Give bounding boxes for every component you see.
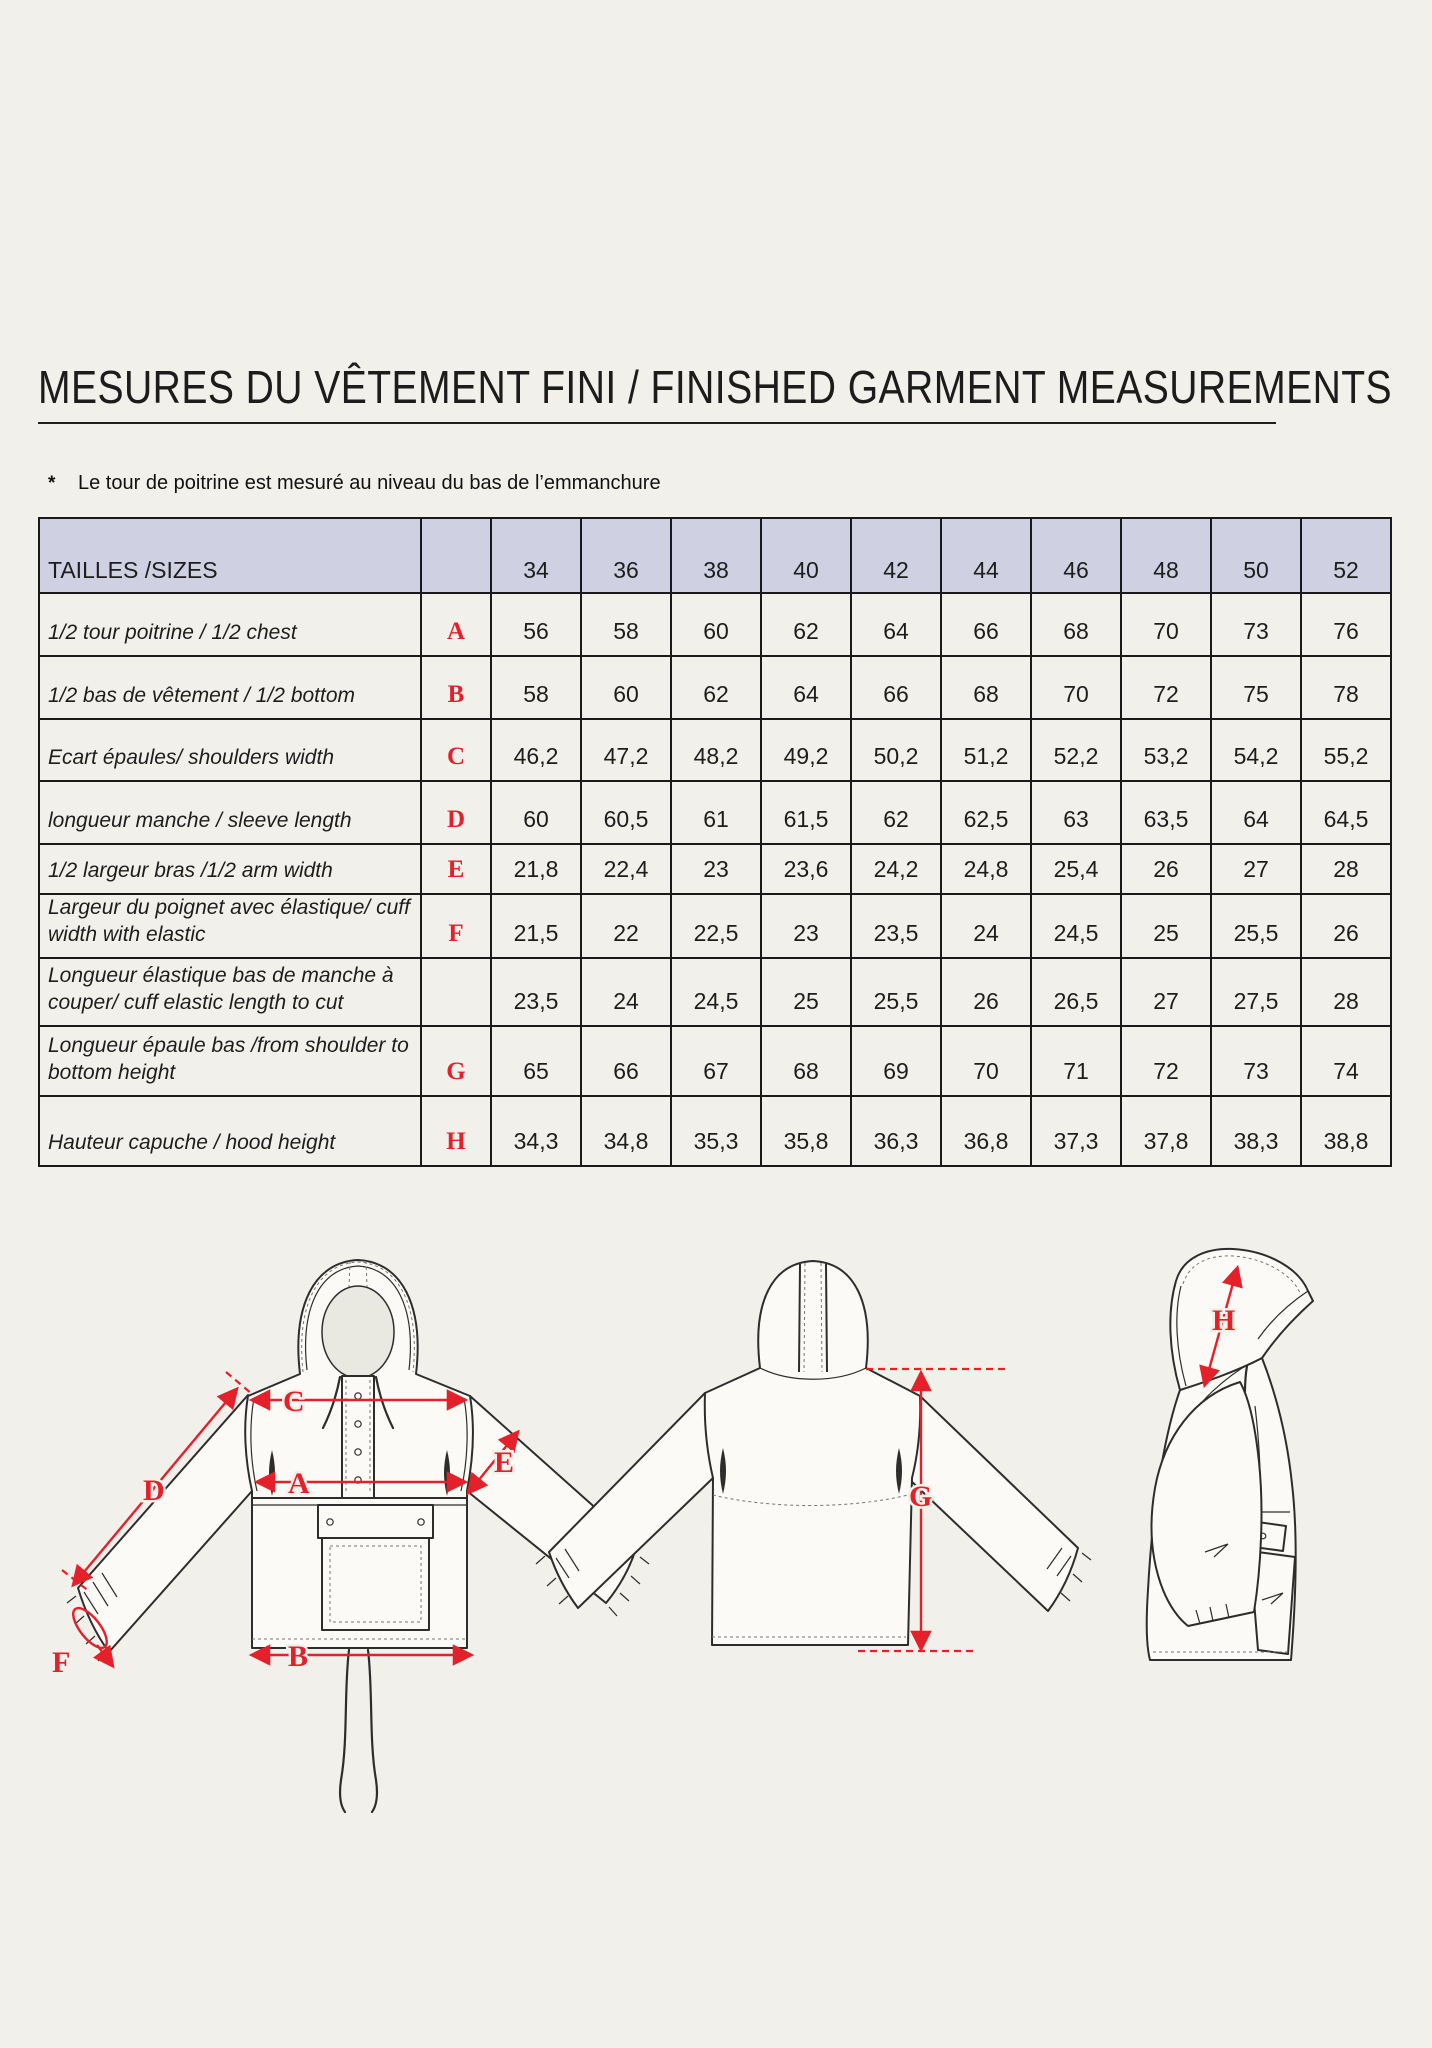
measurement-value: 34,8	[581, 1096, 671, 1166]
measurement-value: 63	[1031, 781, 1121, 844]
measurement-value: 53,2	[1121, 719, 1211, 781]
pocket-snap-right	[418, 1519, 424, 1525]
measurement-value: 24	[581, 958, 671, 1026]
measurement-row	[39, 1096, 1391, 1166]
measurement-label: longueur manche / sleeve length	[39, 781, 421, 844]
measurement-value: 61	[671, 781, 761, 844]
front-view-drawing	[52, 1260, 649, 1812]
measurement-value: 70	[941, 1026, 1031, 1096]
measurement-value: 62,5	[941, 781, 1031, 844]
length-letter: G	[909, 1480, 933, 1513]
measurement-value: 60,5	[581, 781, 671, 844]
measurement-label: Largeur du poignet avec élastique/ cuff width with elastic	[39, 894, 421, 958]
table-header-letter-spacer	[421, 518, 491, 593]
measurement-label: 1/2 tour poitrine / 1/2 chest	[39, 593, 421, 656]
measurement-letter: B	[421, 656, 491, 719]
measurement-value: 58	[581, 593, 671, 656]
pocket-snap-left	[327, 1519, 333, 1525]
measurement-value: 75	[1211, 656, 1301, 719]
measurement-value: 49,2	[761, 719, 851, 781]
measurement-value: 70	[1121, 593, 1211, 656]
measurement-value: 71	[1031, 1026, 1121, 1096]
hem-drawcord-left	[340, 1650, 349, 1812]
measurement-value: 72	[1121, 656, 1211, 719]
measurement-value: 72	[1121, 1026, 1211, 1096]
measurement-value: 55,2	[1301, 719, 1391, 781]
measurement-row	[39, 656, 1391, 719]
measurement-value: 48,2	[671, 719, 761, 781]
measurement-value: 35,3	[671, 1096, 761, 1166]
size-header: 52	[1301, 518, 1391, 593]
measurement-value: 66	[851, 656, 941, 719]
measurement-value: 38,8	[1301, 1096, 1391, 1166]
measurement-row	[39, 781, 1391, 844]
measurement-row	[39, 958, 1391, 1026]
pocket-body	[322, 1538, 429, 1630]
side-sleeve	[1152, 1382, 1262, 1626]
measurement-value: 26	[1121, 844, 1211, 894]
note-asterisk: *	[48, 473, 56, 494]
measurement-label: Longueur élastique bas de manche à couper/ cuff elastic length to cut	[39, 958, 421, 1026]
measurement-value: 25	[761, 958, 851, 1026]
measurement-value: 76	[1301, 593, 1391, 656]
measurement-value: 23,6	[761, 844, 851, 894]
measurement-value: 24,5	[671, 958, 761, 1026]
garment-technical-drawings	[0, 1210, 1432, 1850]
measurement-value: 36,8	[941, 1096, 1031, 1166]
measurement-label: 1/2 bas de vêtement / 1/2 bottom	[39, 656, 421, 719]
measurement-value: 63,5	[1121, 781, 1211, 844]
pocket-flap	[318, 1505, 433, 1538]
chest-letter: A	[288, 1467, 310, 1500]
measurement-value: 73	[1211, 593, 1301, 656]
measurement-value: 37,8	[1121, 1096, 1211, 1166]
measurement-value: 25	[1121, 894, 1211, 958]
shoulders-letter: C	[283, 1385, 305, 1418]
measurement-value: 23,5	[491, 958, 581, 1026]
measurement-value: 37,3	[1031, 1096, 1121, 1166]
hood-face-opening	[322, 1286, 394, 1378]
measurement-value: 52,2	[1031, 719, 1121, 781]
measurement-letter: D	[421, 781, 491, 844]
measurement-value: 27	[1211, 844, 1301, 894]
size-header: 46	[1031, 518, 1121, 593]
measurement-value: 24	[941, 894, 1031, 958]
measurement-value: 23	[671, 844, 761, 894]
measurement-value: 69	[851, 1026, 941, 1096]
measurement-value: 36,3	[851, 1096, 941, 1166]
measurements-table-body	[39, 593, 1391, 1166]
measurement-value: 23	[761, 894, 851, 958]
size-header: 40	[761, 518, 851, 593]
measurement-value: 73	[1211, 1026, 1301, 1096]
measurement-value: 46,2	[491, 719, 581, 781]
measurement-value: 28	[1301, 958, 1391, 1026]
measurement-value: 64,5	[1301, 781, 1391, 844]
measurement-value: 25,5	[1211, 894, 1301, 958]
measurement-value: 66	[941, 593, 1031, 656]
hem-drawcord-right	[368, 1650, 377, 1812]
measurement-value: 27	[1121, 958, 1211, 1026]
hood-height-letter: H	[1212, 1304, 1236, 1337]
measurement-value: 24,8	[941, 844, 1031, 894]
measurement-value: 27,5	[1211, 958, 1301, 1026]
measurement-value: 64	[851, 593, 941, 656]
measurement-value: 64	[1211, 781, 1301, 844]
measurement-value: 68	[941, 656, 1031, 719]
cuff-letter: F	[52, 1646, 71, 1679]
measurement-value: 22,5	[671, 894, 761, 958]
measurement-value: 68	[761, 1026, 851, 1096]
chest-measure-note	[48, 472, 661, 495]
measurement-value: 21,5	[491, 894, 581, 958]
bottom-letter: B	[288, 1640, 309, 1673]
measurement-value: 62	[761, 593, 851, 656]
measurement-value: 56	[491, 593, 581, 656]
measurement-value: 38,3	[1211, 1096, 1301, 1166]
measurement-value: 67	[671, 1026, 761, 1096]
measurement-label: Hauteur capuche / hood height	[39, 1096, 421, 1166]
measurement-value: 62	[851, 781, 941, 844]
measurement-value: 60	[671, 593, 761, 656]
measurement-value: 61,5	[761, 781, 851, 844]
measurement-value: 66	[581, 1026, 671, 1096]
measurement-value: 47,2	[581, 719, 671, 781]
measurement-label: Longueur épaule bas /from shoulder to bottom height	[39, 1026, 421, 1096]
measurement-value: 74	[1301, 1026, 1391, 1096]
measurement-row	[39, 844, 1391, 894]
page-title-text: MESURES DU VÊTEMENT FINI / FINISHED GARMENT MEASUREMENTS	[38, 361, 1393, 413]
size-header: 36	[581, 518, 671, 593]
measurement-letter: F	[421, 894, 491, 958]
measurement-value: 60	[491, 781, 581, 844]
measurement-value: 26	[1301, 894, 1391, 958]
table-header-row	[39, 518, 1391, 593]
measurement-value: 25,4	[1031, 844, 1121, 894]
measurement-letter: A	[421, 593, 491, 656]
measurement-value: 24,5	[1031, 894, 1121, 958]
measurement-value: 21,8	[491, 844, 581, 894]
measurement-value: 22	[581, 894, 671, 958]
measurement-value: 51,2	[941, 719, 1031, 781]
page-title	[38, 360, 1393, 424]
side-view-drawing	[1147, 1249, 1313, 1660]
measurement-value: 68	[1031, 593, 1121, 656]
measurement-row	[39, 719, 1391, 781]
measurement-value: 22,4	[581, 844, 671, 894]
measurement-letter: E	[421, 844, 491, 894]
measurement-letter: C	[421, 719, 491, 781]
front-left-sleeve	[78, 1395, 252, 1652]
measurement-letter	[421, 958, 491, 1026]
measurement-value: 25,5	[851, 958, 941, 1026]
measurement-value: 60	[581, 656, 671, 719]
measurement-value: 26,5	[1031, 958, 1121, 1026]
measurement-value: 62	[671, 656, 761, 719]
measurements-table	[38, 517, 1392, 1167]
measurement-letter: H	[421, 1096, 491, 1166]
measurement-value: 64	[761, 656, 851, 719]
measurement-value: 54,2	[1211, 719, 1301, 781]
size-header: 50	[1211, 518, 1301, 593]
measurement-value: 24,2	[851, 844, 941, 894]
measurement-row	[39, 1026, 1391, 1096]
size-header: 44	[941, 518, 1031, 593]
measurement-row	[39, 894, 1391, 958]
size-header: 34	[491, 518, 581, 593]
measurement-value: 26	[941, 958, 1031, 1026]
measurement-value: 23,5	[851, 894, 941, 958]
back-right-sleeve	[908, 1396, 1078, 1611]
measurement-value: 78	[1301, 656, 1391, 719]
measurement-value: 28	[1301, 844, 1391, 894]
arm-width-letter: E	[494, 1446, 515, 1479]
table-header-sizes-label: TAILLES /SIZES	[39, 518, 421, 593]
measurement-label: 1/2 largeur bras /1/2 arm width	[39, 844, 421, 894]
measurement-value: 50,2	[851, 719, 941, 781]
back-view-drawing	[536, 1261, 1091, 1651]
measurement-value: 34,3	[491, 1096, 581, 1166]
sleeve-length-letter: D	[143, 1474, 165, 1507]
measurement-value: 35,8	[761, 1096, 851, 1166]
size-header: 38	[671, 518, 761, 593]
size-header: 42	[851, 518, 941, 593]
note-text: Le tour de poitrine est mesuré au niveau du bas de l’emmanchure	[78, 472, 661, 494]
measurement-letter: G	[421, 1026, 491, 1096]
measurement-value: 70	[1031, 656, 1121, 719]
size-header: 48	[1121, 518, 1211, 593]
measurement-label: Ecart épaules/ shoulders width	[39, 719, 421, 781]
back-body	[705, 1261, 920, 1645]
measurement-value: 58	[491, 656, 581, 719]
measurement-value: 65	[491, 1026, 581, 1096]
measurement-row	[39, 593, 1391, 656]
